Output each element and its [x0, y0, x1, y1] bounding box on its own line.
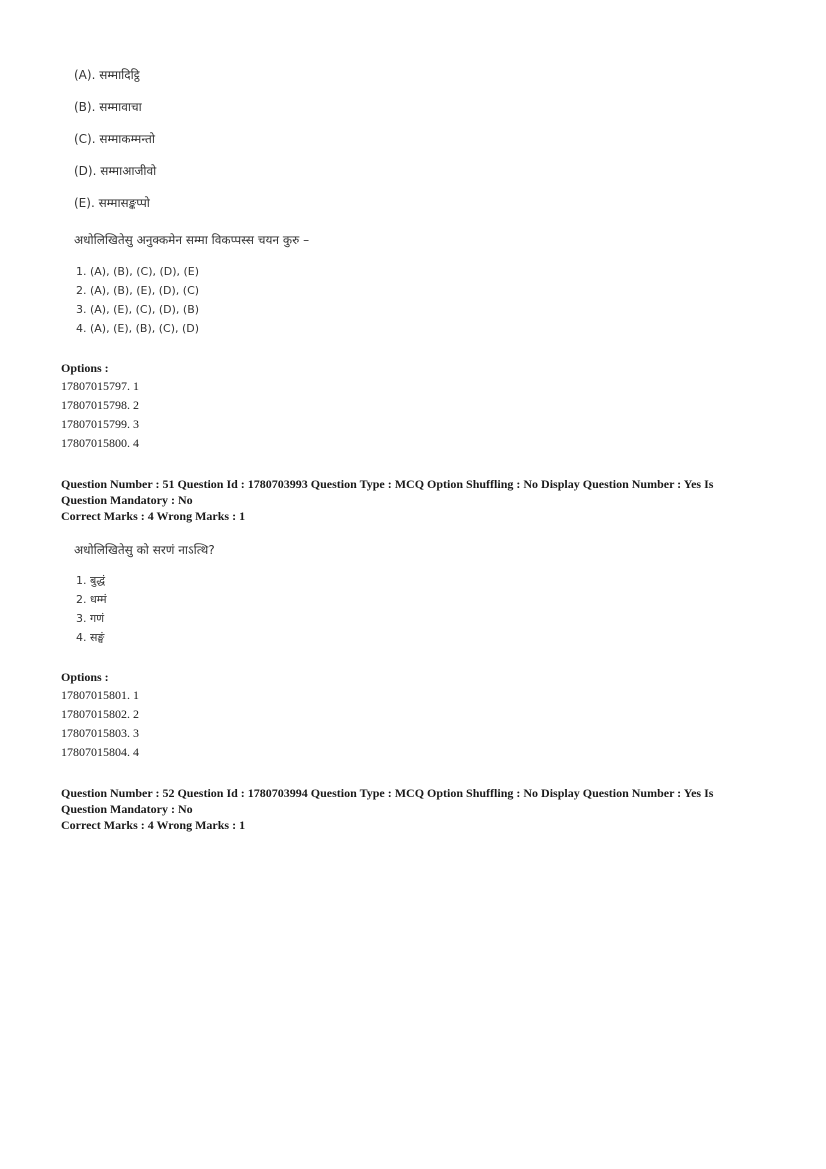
q51-option-id-3: 17807015803. 3	[61, 726, 139, 740]
question-instruction: अधोलिखितेसु अनुक्कमेन सम्मा विकप्पस्स चयन कुरु –	[74, 233, 310, 247]
option-id-1: 17807015797. 1	[61, 379, 139, 393]
choice-2: 2. (A), (B), (E), (D), (C)	[76, 284, 200, 297]
question-51-text: अधोलिखितेसु को सरणं नाऽत्थि?	[74, 543, 215, 557]
choice-3: 3. (A), (E), (C), (D), (B)	[76, 303, 200, 316]
q51-choice-2: 2. धम्मं	[76, 593, 107, 606]
question-51-marks: Correct Marks : 4 Wrong Marks : 1	[61, 509, 246, 523]
choice-4: 4. (A), (E), (B), (C), (D)	[76, 322, 200, 335]
q51-choice-3: 3. गणं	[76, 612, 105, 625]
question-52-header: Question Number : 52 Question Id : 1780703994 Question Type : MCQ Option Shuffling : No Display Question Number : Yes Is Question Mandatory : No	[61, 786, 714, 816]
options-label: Options :	[61, 361, 109, 375]
statement-b: (B). सम्मावाचा	[74, 100, 142, 114]
q51-option-id-4: 17807015804. 4	[61, 745, 139, 759]
statement-e: (E). सम्मासङ्कप्पो	[74, 196, 150, 210]
statement-a: (A). सम्मादिट्ठि	[74, 68, 140, 82]
question-51-header: Question Number : 51 Question Id : 1780703993 Question Type : MCQ Option Shuffling : No Display Question Number : Yes Is Question Mandatory : No	[61, 477, 714, 507]
question-52-marks: Correct Marks : 4 Wrong Marks : 1	[61, 818, 246, 832]
q51-option-id-2: 17807015802. 2	[61, 707, 139, 721]
option-id-4: 17807015800. 4	[61, 436, 139, 450]
statement-c: (C). सम्माकम्मन्तो	[74, 132, 155, 146]
option-id-3: 17807015799. 3	[61, 417, 139, 431]
q51-choice-4: 4. सङ्घं	[76, 631, 105, 644]
option-id-2: 17807015798. 2	[61, 398, 139, 412]
q51-options-label: Options :	[61, 670, 109, 684]
statement-d: (D). सम्माआजीवो	[74, 164, 157, 178]
q51-choice-1: 1. बुद्धं	[76, 574, 106, 587]
q51-option-id-1: 17807015801. 1	[61, 688, 139, 702]
choice-1: 1. (A), (B), (C), (D), (E)	[76, 265, 200, 278]
